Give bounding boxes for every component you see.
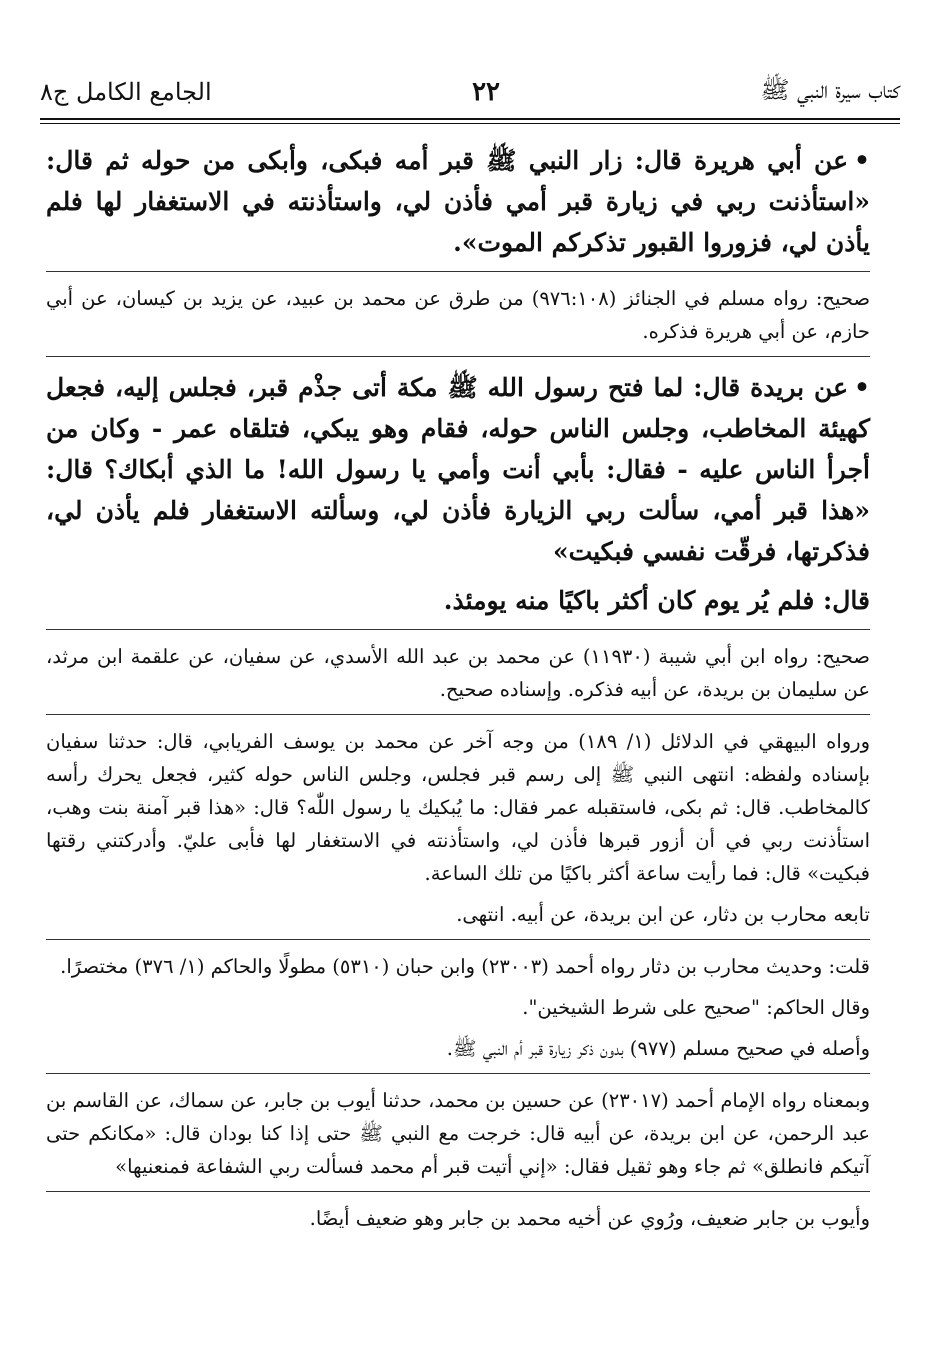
bullet-icon: • — [854, 373, 870, 402]
divider — [46, 271, 870, 272]
header-rule — [40, 118, 900, 120]
takhrij-note: صحيح: رواه ابن أبي شيبة (١١٩٣٠) عن محمد بن عبد الله الأسدي، عن سفيان، عن علقمة ابن مرثد، عن سليمان بن بريدة، عن أبيه فذكره. وإسناده صحيح. — [46, 645, 870, 701]
page-number: ٢٢ — [472, 77, 501, 107]
hadith-paragraph — [46, 367, 870, 572]
hadith-text: عن أبي هريرة قال: زار النبي ﷺ قبر أمه فبكى، وأبكى من حوله ثم قال: «استأذنت ربي في زيارة قبر أمي فأذن لي، واستأذنته في الاستغفار لها فلم يأذن لي، فزوروا القبور تذكركم الموت». — [46, 146, 870, 257]
takhrij-note: تابعه محارب بن دثار، عن ابن بريدة، عن أبيه. انتهى. — [456, 903, 870, 926]
page-body — [46, 140, 870, 1243]
divider — [46, 356, 870, 357]
takhrij-note: وبمعناه رواه الإمام أحمد (٢٣٠١٧) عن حسين بن محمد، حدثنا أيوب بن جابر، عن سماك، عن القاسم بن عبد الرحمن، عن ابن بريدة، عن أبيه قال: خرجت مع النبي ﷺ حتى إذا كنا بودان قال: «مكانكم حتى آتيكم فانطلق» ثم جاء وهو ثقيل فقال: «إني أتيت قبر أم محمد فسألت ربي الشفاعة فمنعنيها» — [46, 1089, 870, 1178]
takhrij-note: وقال الحاكم: "صحيح على شرط الشيخين". — [522, 996, 870, 1019]
header-rule-thin — [40, 123, 900, 124]
hadith-text: عن بريدة قال: لما فتح رسول الله ﷺ مكة أتى جذْم قبر، فجلس إليه، فجعل كهيئة المخاطب، وجلس الناس حوله، فقام وهو يبكي، فتلقاه عمر - وكان من أجرأ الناس عليه - فقال: بأبي أنت وأمي يا رسول الله! ما الذي أبكاك؟ قال: «هذا قبر أمي، سألت ربي الزيارة فأذن لي، وسألته الاستغفار فلم يأذن لي، فذكرتها، فرقّت نفسي فبكيت» — [46, 373, 870, 566]
divider — [46, 714, 870, 715]
bullet-icon: • — [854, 146, 870, 175]
takhrij-note: ورواه البيهقي في الدلائل (١/ ١٨٩) من وجه آخر عن محمد بن يوسف الفريابي، قال: حدثنا سفيان بإسناده ولفظه: انتهى النبي ﷺ إلى رسم قبر فجلس، وجلس الناس حوله كثير، فجعل يحرك رأسه كالمخاطب. قال: ثم بكى، فاستقبله عمر فقال: ما يُبكيك يا رسول اللّٰه؟ قال: «هذا قبر آمنة بنت وهب، استأذنت ربي في أن أزور قبرها فأذن لي، واستأذنته في الاستغفار لها فأبى عليّ. وأدركتني رقتها فبكيت» قال: فما رأيت ساعة أكثر باكيًا من تلك الساعة. — [46, 730, 870, 885]
divider — [46, 1191, 870, 1192]
divider — [46, 939, 870, 940]
divider — [46, 629, 870, 630]
takhrij-note: وأصله في صحيح مسلم (٩٧٧) بدون ذكر زيارة قبر أم النبي ﷺ. — [446, 1037, 870, 1060]
running-header — [40, 72, 900, 112]
book-title: كتاب سيرة النبي ﷺ — [760, 75, 900, 104]
takhrij-note: قلت: وحديث محارب بن دثار رواه أحمد (٢٣٠٠٣) وابن حبان (٥٣١٠) مطولًا والحاكم (١/ ٣٧٦) مختصرًا. — [60, 955, 870, 978]
hadith-paragraph — [46, 580, 870, 621]
divider — [46, 1073, 870, 1074]
hadith-paragraph — [46, 140, 870, 263]
takhrij-note: وأيوب بن جابر ضعيف، ورُوي عن أخيه محمد بن جابر وهو ضعيف أيضًا. — [309, 1207, 870, 1230]
volume-title: الجامع الكامل ج٨ — [40, 78, 212, 106]
takhrij-note: صحيح: رواه مسلم في الجنائز (٩٧٦:١٠٨) من طرق عن محمد بن عبيد، عن يزيد بن كيسان، عن أبي حازم، عن أبي هريرة فذكره. — [46, 287, 871, 343]
hadith-text: قال: فلم يُر يوم كان أكثر باكيًا منه يومئذ. — [443, 586, 870, 615]
